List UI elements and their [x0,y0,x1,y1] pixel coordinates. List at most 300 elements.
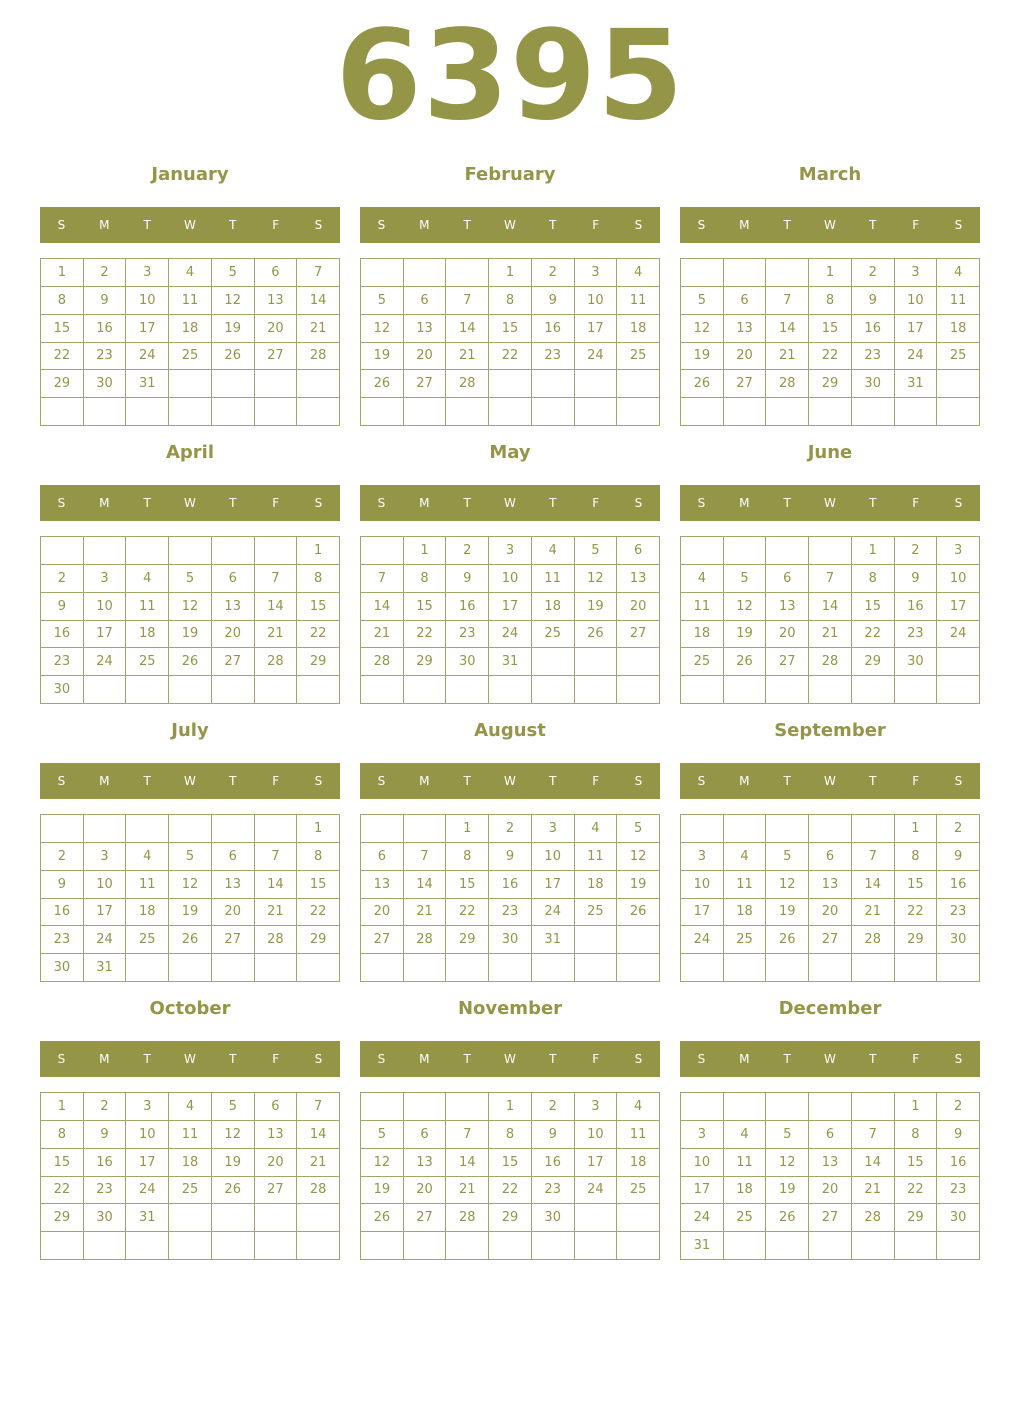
weekday-label: S [377,1052,386,1066]
weekday-header [360,485,660,521]
day-cell: 10 [489,565,532,593]
day-cell: 26 [617,899,660,927]
day-cell: 29 [297,648,340,676]
empty-cell [681,954,724,982]
month-title: August [474,720,546,741]
empty-cell [532,648,575,676]
day-cell: 5 [212,259,255,287]
month-title: May [489,442,531,463]
day-cell: 1 [852,537,895,565]
day-cell: 5 [724,565,767,593]
day-cell: 23 [852,343,895,371]
day-cell: 16 [84,315,127,343]
day-cell: 21 [809,621,852,649]
weekday-label: W [824,774,836,788]
day-cell: 8 [41,287,84,315]
day-cell: 9 [446,565,489,593]
day-cell: 23 [446,621,489,649]
empty-cell [169,954,212,982]
day-cell: 13 [361,871,404,899]
empty-cell [575,676,618,704]
weekday-label: T [463,1052,471,1066]
day-cell: 8 [297,565,340,593]
day-grid [40,814,340,982]
day-cell: 18 [724,1177,767,1205]
day-cell: 24 [575,1177,618,1205]
day-cell: 29 [895,926,938,954]
day-cell: 5 [617,815,660,843]
day-cell: 2 [84,259,127,287]
day-cell: 4 [169,259,212,287]
month-title: March [798,164,862,185]
empty-cell [532,676,575,704]
day-cell: 15 [297,871,340,899]
day-cell: 15 [41,1149,84,1177]
day-cell: 26 [361,1204,404,1232]
day-cell: 21 [852,1177,895,1205]
month-title: December [778,998,882,1019]
empty-cell [255,370,298,398]
day-cell: 13 [724,315,767,343]
weekday-label: S [634,496,643,510]
weekday-label: W [184,774,196,788]
day-cell: 23 [532,343,575,371]
day-cell: 23 [41,648,84,676]
day-cell: 30 [41,954,84,982]
day-cell: 2 [532,1093,575,1121]
day-cell: 23 [84,343,127,371]
day-cell: 29 [852,648,895,676]
day-cell: 14 [446,315,489,343]
day-cell: 23 [937,899,980,927]
empty-cell [532,398,575,426]
weekday-label: T [463,774,471,788]
empty-cell [84,398,127,426]
weekday-label: F [592,218,600,232]
weekday-label: W [184,1052,196,1066]
day-cell: 24 [126,1177,169,1205]
empty-cell [169,370,212,398]
weekday-label: W [184,218,196,232]
day-cell: 27 [212,648,255,676]
empty-cell [84,815,127,843]
day-cell: 26 [766,1204,809,1232]
empty-cell [489,370,532,398]
day-cell: 8 [895,1121,938,1149]
weekday-label: S [954,774,963,788]
day-cell: 15 [895,871,938,899]
day-cell: 14 [766,315,809,343]
day-cell: 1 [297,537,340,565]
day-cell: 25 [724,1204,767,1232]
day-cell: 21 [255,899,298,927]
empty-cell [212,954,255,982]
day-cell: 23 [84,1177,127,1205]
empty-cell [724,815,767,843]
empty-cell [361,537,404,565]
day-cell: 29 [41,370,84,398]
day-cell: 13 [617,565,660,593]
day-cell: 25 [681,648,724,676]
day-cell: 28 [852,1204,895,1232]
weekday-header [360,207,660,243]
day-cell: 12 [766,1149,809,1177]
day-cell: 31 [84,954,127,982]
empty-cell [809,815,852,843]
day-grid [40,536,340,704]
empty-cell [361,1093,404,1121]
day-cell: 13 [766,593,809,621]
empty-cell [852,676,895,704]
day-cell: 29 [809,370,852,398]
month-title: October [149,998,231,1019]
day-cell: 26 [724,648,767,676]
day-cell: 23 [41,926,84,954]
day-cell: 3 [84,565,127,593]
weekday-label: F [912,774,920,788]
day-cell: 27 [404,370,447,398]
day-cell: 17 [575,315,618,343]
day-cell: 13 [809,871,852,899]
empty-cell [575,926,618,954]
day-cell: 14 [255,871,298,899]
empty-cell [255,954,298,982]
empty-cell [297,1204,340,1232]
weekday-label: T [143,1052,151,1066]
weekday-label: S [954,1052,963,1066]
weekday-label: T [229,496,237,510]
day-cell: 5 [766,1121,809,1149]
day-cell: 14 [297,287,340,315]
day-cell: 18 [575,871,618,899]
day-cell: 18 [126,899,169,927]
day-cell: 7 [766,287,809,315]
day-cell: 28 [852,926,895,954]
empty-cell [41,815,84,843]
empty-cell [212,537,255,565]
day-cell: 11 [724,1149,767,1177]
weekday-label: F [592,1052,600,1066]
day-cell: 25 [937,343,980,371]
day-cell: 17 [489,593,532,621]
weekday-label: S [57,1052,66,1066]
day-cell: 21 [404,899,447,927]
day-cell: 10 [126,287,169,315]
day-cell: 24 [681,926,724,954]
empty-cell [404,1232,447,1260]
day-cell: 19 [212,1149,255,1177]
day-cell: 14 [809,593,852,621]
empty-cell [212,815,255,843]
day-cell: 28 [297,1177,340,1205]
day-cell: 22 [852,621,895,649]
day-cell: 7 [446,287,489,315]
day-cell: 10 [895,287,938,315]
day-cell: 9 [41,871,84,899]
day-cell: 8 [895,843,938,871]
day-cell: 12 [361,1149,404,1177]
day-cell: 6 [404,1121,447,1149]
day-cell: 15 [41,315,84,343]
day-cell: 20 [809,1177,852,1205]
day-cell: 27 [361,926,404,954]
day-cell: 16 [937,1149,980,1177]
day-cell: 1 [404,537,447,565]
day-cell: 13 [255,287,298,315]
day-cell: 4 [681,565,724,593]
month-title: April [165,442,215,463]
day-cell: 15 [489,1149,532,1177]
weekday-header [40,763,340,799]
weekday-label: S [57,774,66,788]
empty-cell [575,1204,618,1232]
day-cell: 19 [724,621,767,649]
weekday-label: F [912,496,920,510]
weekday-label: S [634,774,643,788]
day-cell: 22 [809,343,852,371]
empty-cell [895,954,938,982]
day-cell: 6 [361,843,404,871]
day-cell: 28 [297,343,340,371]
day-cell: 10 [84,593,127,621]
weekday-label: T [229,218,237,232]
day-cell: 28 [255,648,298,676]
empty-cell [489,1232,532,1260]
weekday-label: F [592,496,600,510]
day-cell: 22 [297,899,340,927]
empty-cell [809,676,852,704]
empty-cell [255,537,298,565]
day-grid [680,536,980,704]
day-cell: 10 [84,871,127,899]
day-cell: 19 [212,315,255,343]
weekday-label: W [504,496,516,510]
day-cell: 26 [212,343,255,371]
day-cell: 31 [126,370,169,398]
empty-cell [617,676,660,704]
day-cell: 5 [169,565,212,593]
day-cell: 31 [126,1204,169,1232]
day-cell: 24 [84,648,127,676]
weekday-label: W [824,218,836,232]
day-cell: 7 [809,565,852,593]
day-cell: 13 [809,1149,852,1177]
day-cell: 12 [361,315,404,343]
day-cell: 21 [255,621,298,649]
empty-cell [617,926,660,954]
day-cell: 30 [937,926,980,954]
empty-cell [489,676,532,704]
empty-cell [297,954,340,982]
day-cell: 15 [489,315,532,343]
day-cell: 14 [852,1149,895,1177]
empty-cell [297,676,340,704]
empty-cell [41,1232,84,1260]
day-cell: 1 [446,815,489,843]
day-cell: 16 [895,593,938,621]
weekday-label: S [954,496,963,510]
day-cell: 16 [84,1149,127,1177]
day-cell: 30 [84,1204,127,1232]
day-cell: 22 [489,343,532,371]
day-cell: 11 [937,287,980,315]
day-cell: 1 [41,1093,84,1121]
weekday-label: S [634,218,643,232]
weekday-label: W [824,496,836,510]
day-cell: 13 [404,1149,447,1177]
day-cell: 2 [41,843,84,871]
day-cell: 3 [681,843,724,871]
empty-cell [255,398,298,426]
day-cell: 3 [681,1121,724,1149]
day-cell: 2 [532,259,575,287]
day-grid [360,814,660,982]
day-cell: 27 [724,370,767,398]
month-title: July [171,720,209,741]
day-cell: 18 [617,315,660,343]
empty-cell [895,398,938,426]
day-cell: 20 [404,1177,447,1205]
day-cell: 19 [617,871,660,899]
empty-cell [126,954,169,982]
day-cell: 30 [937,1204,980,1232]
day-cell: 4 [532,537,575,565]
day-cell: 9 [489,843,532,871]
day-cell: 17 [532,871,575,899]
weekday-header [360,1041,660,1077]
day-cell: 22 [41,1177,84,1205]
empty-cell [169,1232,212,1260]
weekday-label: T [549,774,557,788]
weekday-label: M [739,1052,750,1066]
day-cell: 8 [489,1121,532,1149]
day-cell: 20 [255,1149,298,1177]
empty-cell [297,398,340,426]
day-cell: 17 [575,1149,618,1177]
day-cell: 18 [126,621,169,649]
day-cell: 31 [895,370,938,398]
empty-cell [361,1232,404,1260]
day-cell: 29 [489,1204,532,1232]
day-cell: 2 [41,565,84,593]
empty-cell [126,815,169,843]
weekday-label: T [229,1052,237,1066]
empty-cell [852,815,895,843]
day-cell: 18 [724,899,767,927]
day-cell: 7 [297,259,340,287]
empty-cell [84,676,127,704]
weekday-label: M [739,218,750,232]
day-cell: 16 [446,593,489,621]
empty-cell [404,398,447,426]
empty-cell [724,1232,767,1260]
empty-cell [575,648,618,676]
day-cell: 19 [361,343,404,371]
day-cell: 19 [681,343,724,371]
day-cell: 8 [41,1121,84,1149]
day-cell: 19 [766,1177,809,1205]
empty-cell [212,676,255,704]
day-cell: 14 [852,871,895,899]
empty-cell [852,398,895,426]
weekday-label: T [143,218,151,232]
empty-cell [724,1093,767,1121]
empty-cell [681,398,724,426]
empty-cell [489,398,532,426]
weekday-label: S [954,218,963,232]
day-cell: 10 [532,843,575,871]
day-cell: 9 [937,843,980,871]
day-cell: 19 [361,1177,404,1205]
day-cell: 2 [895,537,938,565]
day-cell: 30 [852,370,895,398]
empty-cell [937,370,980,398]
day-cell: 7 [404,843,447,871]
day-cell: 5 [169,843,212,871]
day-cell: 18 [937,315,980,343]
weekday-label: S [314,1052,323,1066]
empty-cell [766,1093,809,1121]
weekday-label: F [912,1052,920,1066]
weekday-label: M [99,496,110,510]
day-cell: 12 [575,565,618,593]
day-cell: 21 [297,315,340,343]
day-cell: 8 [489,287,532,315]
weekday-label: T [783,496,791,510]
day-cell: 3 [937,537,980,565]
empty-cell [255,676,298,704]
day-cell: 12 [212,287,255,315]
day-cell: 17 [84,899,127,927]
day-cell: 14 [404,871,447,899]
empty-cell [617,1232,660,1260]
day-cell: 2 [937,1093,980,1121]
empty-cell [126,537,169,565]
weekday-label: T [783,218,791,232]
day-cell: 3 [84,843,127,871]
day-cell: 26 [212,1177,255,1205]
day-cell: 22 [446,899,489,927]
weekday-header [680,1041,980,1077]
weekday-label: T [463,496,471,510]
day-cell: 20 [724,343,767,371]
day-cell: 8 [404,565,447,593]
weekday-label: M [739,496,750,510]
day-cell: 3 [895,259,938,287]
day-cell: 1 [297,815,340,843]
day-cell: 10 [126,1121,169,1149]
empty-cell [895,676,938,704]
day-cell: 26 [361,370,404,398]
day-cell: 11 [724,871,767,899]
day-cell: 29 [297,926,340,954]
empty-cell [169,398,212,426]
empty-cell [809,1232,852,1260]
day-cell: 23 [532,1177,575,1205]
day-cell: 21 [361,621,404,649]
day-cell: 28 [809,648,852,676]
day-cell: 13 [404,315,447,343]
day-cell: 7 [446,1121,489,1149]
day-cell: 10 [575,287,618,315]
empty-cell [724,398,767,426]
day-grid [680,814,980,982]
empty-cell [617,1204,660,1232]
day-cell: 8 [446,843,489,871]
weekday-label: M [99,774,110,788]
empty-cell [852,1232,895,1260]
day-cell: 9 [41,593,84,621]
